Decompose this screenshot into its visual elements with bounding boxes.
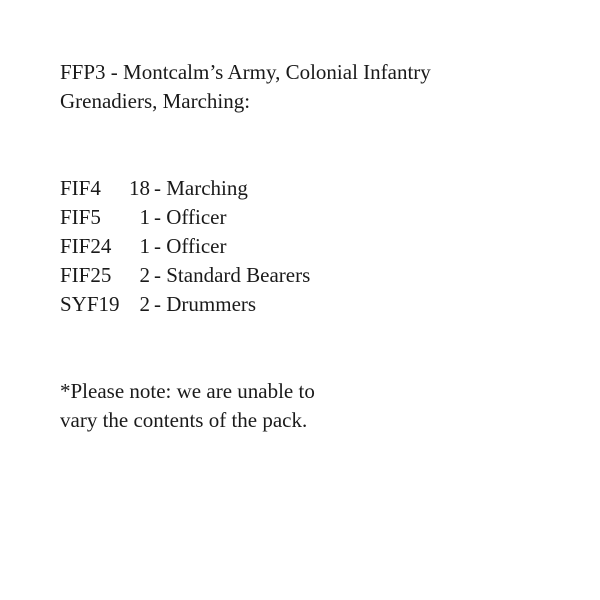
item-description: - Drummers <box>154 292 257 316</box>
pack-note-line-2: vary the contents of the pack. <box>60 408 308 432</box>
pack-title <box>60 58 580 116</box>
item-code: SYF19 <box>60 292 120 316</box>
item-code: FIF25 <box>60 263 112 287</box>
pack-note <box>60 377 580 435</box>
item-description: - Officer <box>154 234 227 258</box>
item-code: FIF5 <box>60 205 101 229</box>
item-quantity: 1 <box>139 234 150 258</box>
item-description: - Standard Bearers <box>154 263 311 287</box>
product-description <box>60 58 580 435</box>
item-quantity: 2 <box>139 292 150 316</box>
item-code: FIF4 <box>60 176 101 200</box>
item-description: - Officer <box>154 205 227 229</box>
item-quantity: 2 <box>139 263 150 287</box>
item-description: - Marching <box>154 176 248 200</box>
pack-title-line-2: Grenadiers, Marching: <box>60 89 251 113</box>
list-item <box>60 174 580 203</box>
item-code: FIF24 <box>60 234 112 258</box>
pack-note-line-1: *Please note: we are unable to <box>60 379 315 403</box>
list-item <box>60 232 580 261</box>
item-quantity: 1 <box>139 205 150 229</box>
list-item <box>60 261 580 290</box>
list-item <box>60 290 580 319</box>
item-quantity: 18 <box>129 176 150 200</box>
list-item <box>60 203 580 232</box>
pack-contents-list <box>60 174 580 319</box>
pack-title-line-1: FFP3 - Montcalm’s Army, Colonial Infantry <box>60 60 431 84</box>
